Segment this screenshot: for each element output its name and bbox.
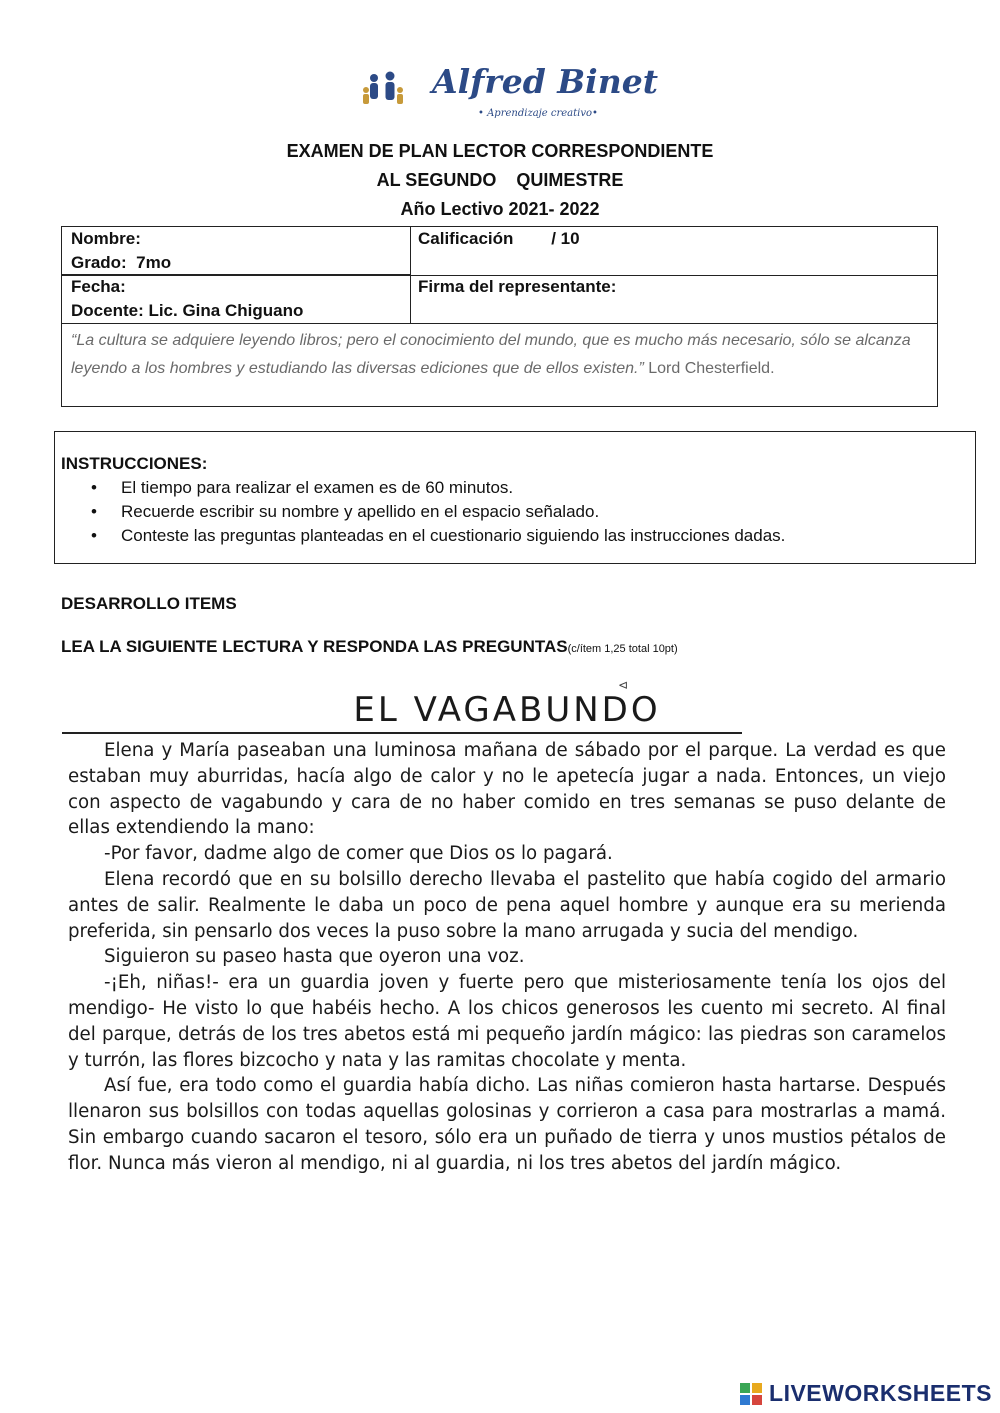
logo-name: Alfred Binet — [432, 62, 658, 101]
grado-label: Grado: 7mo — [71, 253, 172, 272]
points-note: (c/ítem 1,25 total 10pt) — [567, 643, 678, 655]
reading-passage — [62, 676, 952, 1276]
table-divider — [62, 275, 938, 276]
reading-instruction-text: LEA LA SIGUIENTE LECTURA Y RESPONDA LAS PREGUNTAS — [61, 637, 568, 656]
paragraph: -¡Eh, niñas!- era un guardia joven y fuerte pero que misteriosamente tenía los ojos del mendigo- He visto lo que habéis hecho. A los chicos generosos les cuento mi secreto. Al final del parque, detrás de los tres abetos está mi pequeño jardín mágico: las piedras son caramelos y turrón, las flores bizcocho y nata y las ramitas chocolate y menta. — [68, 972, 946, 1071]
fecha-field[interactable]: Fecha: — [71, 277, 126, 296]
paragraph: Elena y María paseaban una luminosa mañana de sábado por el parque. La verdad es que estaban muy aburridas, hacía algo de calor y no le apetecía jugar a nada. Entonces, un viejo con aspecto de vagabundo y cara de no haber comido en tres semanas se puso delante de ellas extendiendo la mano: — [68, 740, 946, 839]
exam-title: EXAMEN DE PLAN LECTOR CORRESPONDIENTE — [286, 141, 714, 161]
moon-family-icon — [330, 56, 416, 132]
quote-text: “La cultura se adquiere leyendo libros; pero el conocimiento del mundo, que es mucho más necesario, sólo se alcanza leyendo a los hombres y estudiando las diversas ediciones que de ellos existen.” — [71, 332, 911, 377]
paragraph: Siguieron su paseo hasta que oyeron una voz. — [104, 946, 525, 968]
instructions-list — [91, 476, 785, 548]
list-item: • El tiempo para realizar el examen es de 60 minutos. — [91, 476, 785, 500]
instructions-title: INSTRUCCIONES: — [61, 454, 208, 473]
school-logo — [330, 56, 670, 136]
school-year: Año Lectivo 2021- 2022 — [400, 199, 600, 219]
logo-tagline: • Aprendizaje creativo• — [478, 108, 598, 119]
reading-title: EL VAGABUNDO — [353, 690, 661, 730]
list-item: • Conteste las preguntas planteadas en el cuestionario siguiendo las instrucciones dadas. — [91, 524, 785, 548]
list-item: • Recuerde escribir su nombre y apellido en el espacio señalado. — [91, 500, 785, 524]
paragraph: Así fue, era todo como el guardia había dicho. Las niñas comieron hasta hartarse. Después llenaron sus bolsillos con todas aquellas golosinas y corrieron a casa para mostrarlas a mamá. Sin embargo cuando sacaron el tesoro, sólo era un puñado de tierra y unos mustios pétalos de flor. Nunca más vieron al mendigo, ni al guardia, ni los tres abetos del jardín mágico. — [68, 1075, 946, 1174]
table-divider — [62, 323, 938, 324]
firma-field[interactable]: Firma del representante: — [418, 277, 617, 296]
nombre-field[interactable]: Nombre: — [71, 229, 141, 248]
paragraph: -Por favor, dadme algo de comer que Dios os lo pagará. — [104, 843, 613, 865]
exam-subtitle: AL SEGUNDO QUIMESTRE — [376, 170, 624, 190]
instructions-box — [54, 431, 976, 564]
liveworksheets-logo-icon — [740, 1383, 762, 1405]
section-heading: DESARROLLO ITEMS — [61, 594, 237, 613]
reading-text — [68, 738, 946, 1177]
watermark-text: LIVEWORKSHEETS — [769, 1380, 992, 1406]
student-info-table — [61, 226, 938, 407]
pen-mark-icon: ⊲ — [618, 678, 629, 692]
docente-label: Docente: Lic. Gina Chiguano — [71, 301, 304, 320]
paragraph: Elena recordó que en su bolsillo derecho llevaba el pastelito que había cogido del armario antes de salir. Realmente le daba un poco de pena aquel hombre y aunque era su merienda preferida, sin pensarlo dos veces la puso sobre la mano arrugada y sucia del mendigo. — [68, 868, 946, 942]
quote-author: Lord Chesterfield. — [648, 360, 775, 377]
liveworksheets-watermark[interactable] — [740, 1380, 992, 1408]
quote — [71, 327, 926, 383]
title-underline — [62, 732, 742, 734]
calificacion-field[interactable]: Calificación / 10 — [418, 229, 580, 248]
reading-instruction — [61, 637, 678, 657]
